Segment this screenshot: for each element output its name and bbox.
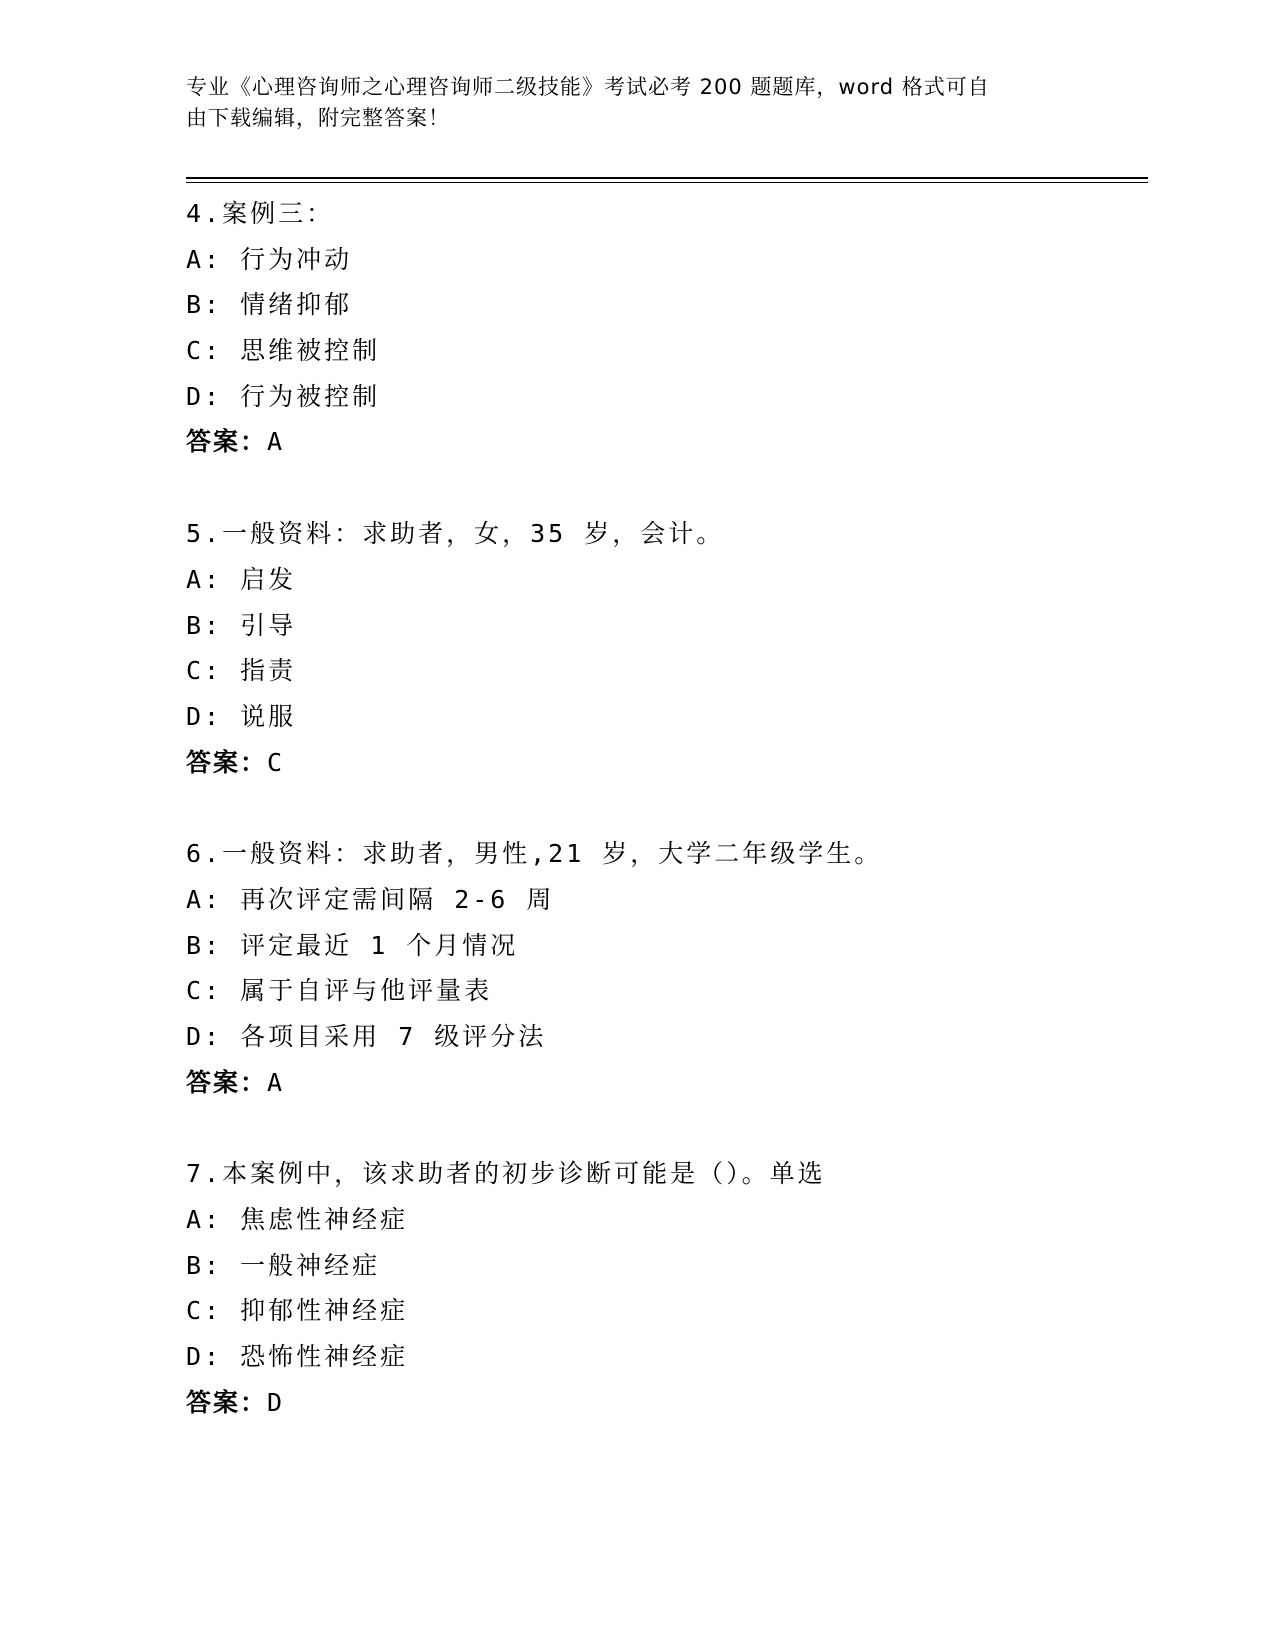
question-stem: 4.案例三： bbox=[186, 199, 335, 228]
option-b: B: 一般神经症 bbox=[186, 1250, 381, 1280]
answer-label: 答案： bbox=[186, 427, 268, 457]
header-line-1: 专业《心理咨询师之心理咨询师二级技能》考试必考 200 题题库，word 格式可自 bbox=[186, 75, 990, 99]
answer-line bbox=[186, 1380, 1146, 1426]
header-divider-thin bbox=[186, 182, 1148, 183]
option-b: B: 情绪抑郁 bbox=[186, 290, 353, 320]
question-block bbox=[186, 511, 1146, 785]
answer-label: 答案： bbox=[186, 1067, 268, 1097]
answer-value: A bbox=[267, 427, 286, 457]
option-c: C: 抑郁性神经症 bbox=[186, 1296, 409, 1326]
option-a: A: 再次评定需间隔 2-6 周 bbox=[186, 884, 555, 914]
answer-value: D bbox=[267, 1387, 286, 1417]
header-line-2: 由下载编辑，附完整答案！ bbox=[186, 106, 450, 130]
option-d: D: 说服 bbox=[186, 701, 297, 731]
option-c: C: 思维被控制 bbox=[186, 336, 381, 366]
option-d: D: 各项目采用 7 级评分法 bbox=[186, 1022, 547, 1051]
question-stem: 6.一般资料：求助者，男性,21 岁，大学二年级学生。 bbox=[186, 839, 883, 869]
option-c: C: 指责 bbox=[186, 656, 297, 686]
option-b: B: 评定最近 1 个月情况 bbox=[186, 930, 519, 960]
answer-label: 答案： bbox=[186, 1387, 268, 1417]
answer-line bbox=[186, 419, 1146, 465]
answer-value: C bbox=[267, 747, 286, 777]
answer-line bbox=[186, 740, 1146, 786]
option-a: A: 焦虑性神经症 bbox=[186, 1205, 409, 1235]
option-a: A: 启发 bbox=[186, 564, 297, 594]
answer-value: A bbox=[267, 1067, 286, 1097]
question-stem: 5.一般资料：求助者，女，35 岁，会计。 bbox=[186, 519, 725, 549]
header-divider-thick bbox=[186, 177, 1148, 179]
option-a: A: 行为冲动 bbox=[186, 244, 353, 274]
question-block bbox=[186, 191, 1146, 465]
option-b: B: 引导 bbox=[186, 610, 297, 640]
question-block bbox=[186, 1151, 1146, 1425]
question-stem: 7.本案例中，该求助者的初步诊断可能是（）。单选 bbox=[186, 1159, 826, 1189]
document-header bbox=[186, 72, 1066, 134]
option-d: D: 行为被控制 bbox=[186, 381, 381, 411]
answer-label: 答案： bbox=[186, 747, 268, 777]
answer-line bbox=[186, 1060, 1146, 1106]
option-c: C: 属于自评与他评量表 bbox=[186, 976, 493, 1006]
option-d: D: 恐怖性神经症 bbox=[186, 1342, 409, 1372]
question-block bbox=[186, 831, 1146, 1105]
question-list bbox=[186, 191, 1146, 1472]
